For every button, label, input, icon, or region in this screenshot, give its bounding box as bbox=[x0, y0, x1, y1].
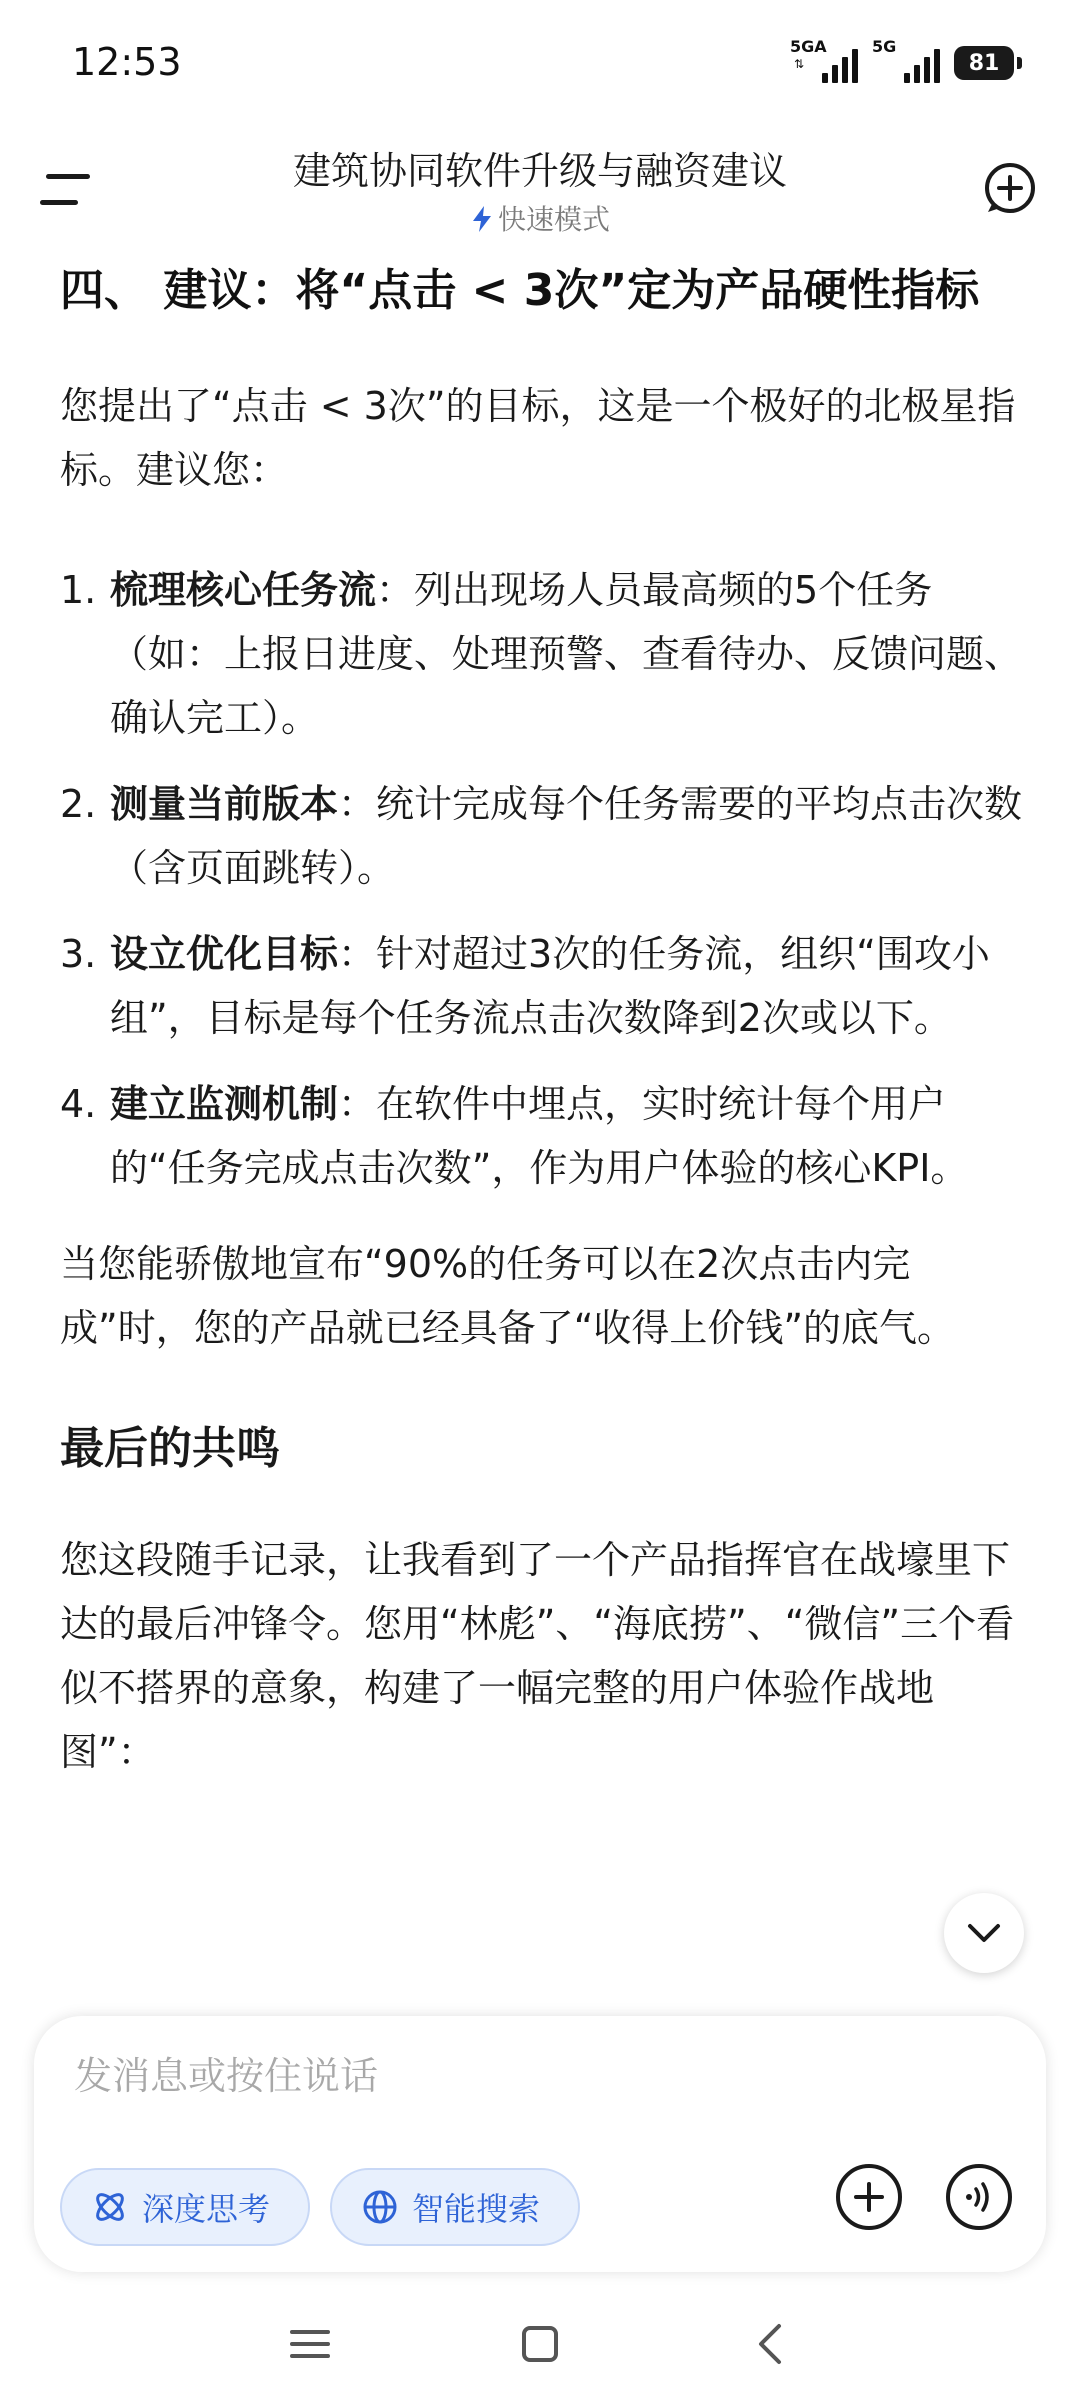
system-nav-bar bbox=[0, 2290, 1080, 2400]
battery-icon: 81 bbox=[954, 46, 1014, 80]
home-button[interactable] bbox=[510, 2314, 570, 2374]
list-item bbox=[60, 772, 1026, 900]
chat-message bbox=[60, 250, 1026, 2020]
list-item bbox=[60, 922, 1026, 1050]
voice-wave-icon bbox=[959, 2177, 999, 2217]
signal-5g-label: 5G bbox=[872, 37, 897, 56]
step-text: ：列出现场人员最高频的5个任务（如：上报日进度、处理预警、查看待办、反馈问题、确认完工）。 bbox=[110, 568, 1023, 740]
conversation-title[interactable]: 建筑协同软件升级与融资建议 bbox=[292, 149, 787, 193]
step-text: ：针对超过3次的任务流，组织“围攻小组”，目标是每个任务流点击次数降到2次或以下。 bbox=[110, 932, 990, 1040]
back-button[interactable] bbox=[740, 2314, 800, 2374]
section-heading: 四、 建议：将“点击 < 3次”定为产品硬性指标 bbox=[60, 265, 980, 316]
final-heading: 最后的共鸣 bbox=[60, 1423, 280, 1474]
step-title: 建立监测机制 bbox=[110, 1082, 339, 1126]
deep-think-button[interactable] bbox=[60, 2168, 310, 2246]
conclusion-paragraph: 当您能骄傲地宣布“90%的任务可以在2次点击内完成”时，您的产品就已经具备了“收得上价钱”的底气。 bbox=[60, 1242, 956, 1350]
voice-button[interactable] bbox=[946, 2164, 1012, 2230]
plus-icon bbox=[852, 2180, 886, 2214]
list-item bbox=[60, 558, 1026, 750]
status-bar bbox=[0, 0, 1080, 130]
list-number: 4. bbox=[60, 1082, 97, 1126]
intro-paragraph: 您提出了“点击 < 3次”的目标，这是一个极好的北极星指标。建议您： bbox=[60, 384, 1016, 492]
recent-apps-button[interactable] bbox=[280, 2314, 340, 2374]
square-icon bbox=[519, 2323, 561, 2365]
final-paragraph: 您这段随手记录，让我看到了一个产品指挥官在战壕里下达的最后冲锋令。您用“林彪”、“海底捞”、“微信”三个看似不搭界的意象，构建了一幅完整的用户体验作战地图”： bbox=[60, 1538, 1015, 1774]
menu-lines-icon bbox=[288, 2324, 332, 2364]
step-title: 设立优化目标 bbox=[110, 932, 339, 976]
list-number: 1. bbox=[60, 568, 97, 612]
bolt-icon bbox=[470, 205, 494, 233]
new-chat-icon[interactable] bbox=[982, 160, 1038, 216]
chat-header bbox=[0, 130, 1080, 250]
step-title: 测量当前版本 bbox=[110, 782, 339, 826]
back-arrow-icon bbox=[755, 2322, 785, 2366]
step-text: ：统计完成每个任务需要的平均点击次数（含页面跳转）。 bbox=[110, 782, 1023, 890]
smart-search-label: 智能搜索 bbox=[412, 2190, 541, 2228]
scroll-to-bottom-button[interactable] bbox=[944, 1893, 1024, 1973]
list-number: 3. bbox=[60, 932, 97, 976]
status-icons bbox=[790, 37, 1014, 86]
mode-label: 快速模式 bbox=[497, 203, 610, 236]
signal-5g-icon bbox=[872, 37, 940, 83]
mode-indicator[interactable] bbox=[0, 198, 1080, 238]
list-number: 2. bbox=[60, 782, 97, 826]
deep-think-label: 深度思考 bbox=[142, 2190, 271, 2228]
step-text: ：在软件中埋点，实时统计每个用户的“任务完成点击次数”，作为用户体验的核心KPI。 bbox=[110, 1082, 969, 1190]
message-input[interactable] bbox=[74, 2046, 974, 2106]
steps-list bbox=[60, 558, 1026, 1200]
chevron-down-icon bbox=[966, 1922, 1002, 1944]
smart-search-button[interactable] bbox=[330, 2168, 580, 2246]
step-title: 梳理核心任务流 bbox=[110, 568, 377, 612]
signal-5ga-icon: 5GA ⇅ bbox=[790, 43, 858, 83]
list-item bbox=[60, 1072, 1026, 1200]
globe-icon bbox=[360, 2187, 400, 2227]
signal-5ga-label: 5GA bbox=[790, 37, 827, 56]
input-card bbox=[34, 2016, 1046, 2272]
status-time: 12:53 bbox=[72, 40, 182, 84]
atom-icon bbox=[90, 2187, 130, 2227]
attach-button[interactable] bbox=[836, 2164, 902, 2230]
